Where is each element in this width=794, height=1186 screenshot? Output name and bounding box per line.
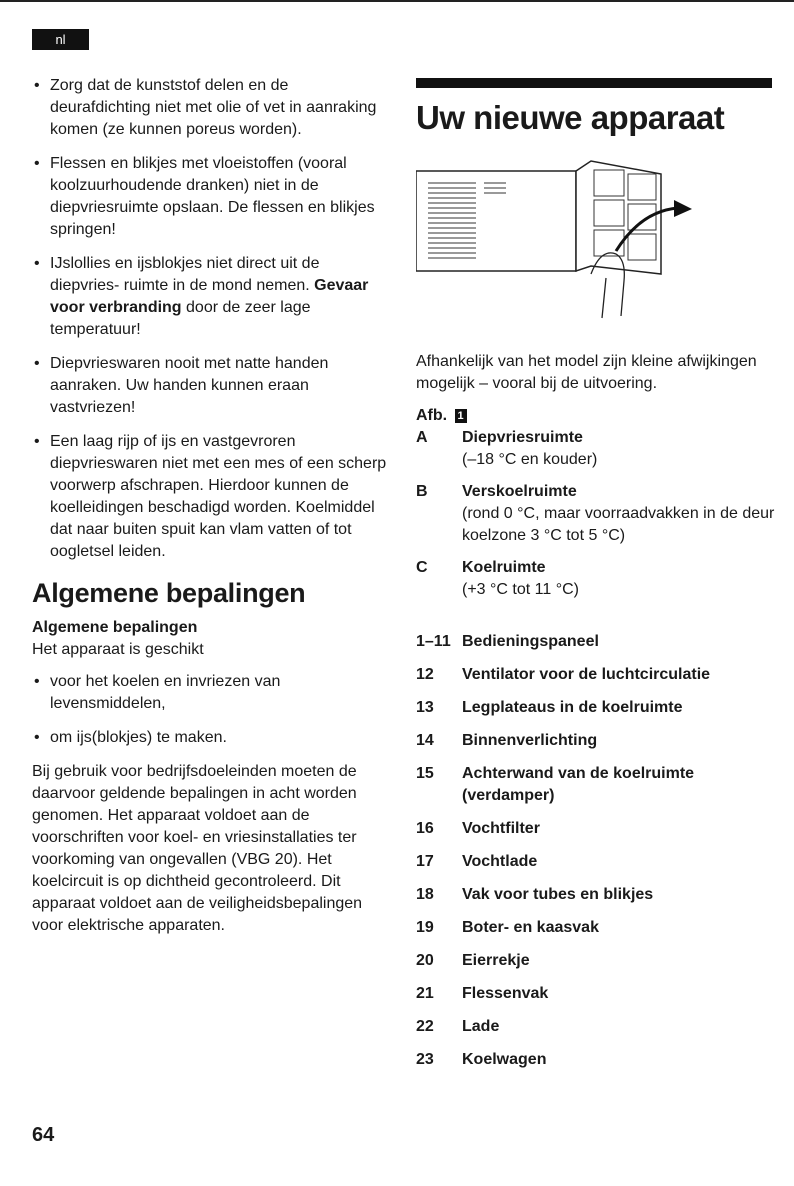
part-item xyxy=(416,631,776,653)
top-rule xyxy=(0,0,794,2)
part-label: Lade xyxy=(462,1018,500,1035)
part-number: 18 xyxy=(416,886,434,903)
part-number: 14 xyxy=(416,732,434,749)
part-number: 13 xyxy=(416,699,434,716)
legend-letter: A xyxy=(416,429,428,446)
section-title: Algemene bepalingen xyxy=(32,578,306,608)
part-label: Ventilator voor de luchtcirculatie xyxy=(462,666,711,683)
list-item: • Flessen en blikjes met vloeistoffen (vooral koolzuurhoudende dranken) niet in de diepvriesruimte opslaan. De flessen en blikjes springen! xyxy=(32,153,392,241)
part-label: Achterwand van de koelruimte (verdamper) xyxy=(462,765,695,804)
part-label: Vochtfilter xyxy=(462,820,540,837)
part-number: 22 xyxy=(416,1018,434,1035)
legend-letter: C xyxy=(416,559,428,576)
legend-detail: (rond 0 °C, maar voorraadvakken in de deur koelzone 3 °C tot 5 °C) xyxy=(462,505,775,544)
legend-item xyxy=(416,427,776,471)
part-number: 12 xyxy=(416,666,434,683)
part-number: 15 xyxy=(416,765,434,782)
part-label: Binnenverlichting xyxy=(462,732,598,749)
page-title: Uw nieuwe apparaat xyxy=(416,99,725,136)
list-item-text: IJslollies en ijsblokjes niet direct uit de diepvries- ruimte in de mond nemen. xyxy=(50,255,320,294)
part-label: Vochtlade xyxy=(462,853,538,870)
part-item xyxy=(416,917,776,939)
part-label: Bedieningspaneel xyxy=(462,633,599,650)
part-number: 21 xyxy=(416,985,434,1002)
list-item: • Een laag rijp of ijs en vastgevroren diepvrieswaren niet met een mes of een scherp voorwerp afschrapen. Hierdoor kunnen de koelleidingen beschadigd worden. Koelmiddel dat naar buiten spuit kan vlam vatten of tot oogletsel leiden. xyxy=(32,431,392,563)
part-label: Koelwagen xyxy=(462,1051,547,1068)
part-label: Flessenvak xyxy=(462,985,549,1002)
part-number: 16 xyxy=(416,820,434,837)
list-item: • voor het koelen en invriezen van levensmiddelen, xyxy=(32,671,392,715)
figure-reference xyxy=(416,405,776,427)
language-badge: nl xyxy=(32,29,89,50)
legend-detail: (–18 °C en kouder) xyxy=(462,451,598,468)
list-item-text: door de zeer lage temperatuur! xyxy=(50,299,311,338)
intro-text: Het apparaat is geschikt xyxy=(32,641,204,658)
part-item xyxy=(416,884,776,906)
right-column xyxy=(416,78,776,1082)
legend-item xyxy=(416,481,776,547)
list-item: • Zorg dat de kunststof delen en de deurafdichting niet met olie of vet in aanraking komen (ze kunnen poreus worden). xyxy=(32,75,392,141)
part-item xyxy=(416,1049,776,1071)
part-number: 19 xyxy=(416,919,434,936)
part-item xyxy=(416,851,776,873)
part-item xyxy=(416,763,776,807)
subheading: Algemene bepalingen xyxy=(32,619,198,636)
part-label: Eierrekje xyxy=(462,952,530,969)
part-number: 17 xyxy=(416,853,434,870)
legend-letter: B xyxy=(416,483,428,500)
model-note: Afhankelijk van het model zijn kleine afwijkingen mogelijk – vooral bij de uitvoering. xyxy=(416,353,757,392)
legend-title: Verskoelruimte xyxy=(462,483,577,500)
body-paragraph: Bij gebruik voor bedrijfsdoeleinden moeten de daarvoor geldende bepalingen in acht worden genomen. Het apparaat voldoet aan de voorschriften voor koel- en vriesinstallaties ter voorkoming van ongevallen (VBG 20). Het koelcircuit is op dichtheid gecontroleerd. Dit apparaat voldoet aan de veiligheidsbepalingen voor elektrische apparaten. xyxy=(32,763,363,934)
part-label: Boter- en kaasvak xyxy=(462,919,599,936)
part-item xyxy=(416,818,776,840)
figure-number-box: 1 xyxy=(455,409,467,423)
page-number: 64 xyxy=(32,1124,55,1146)
part-item xyxy=(416,697,776,719)
legend-title: Diepvriesruimte xyxy=(462,429,583,446)
part-number: 23 xyxy=(416,1051,434,1068)
part-label: Legplateaus in de koelruimte xyxy=(462,699,683,716)
left-column xyxy=(32,75,392,937)
title-bar xyxy=(416,78,772,88)
part-item xyxy=(416,950,776,972)
figure-label: Afb. xyxy=(416,407,448,424)
part-item xyxy=(416,1016,776,1038)
list-item xyxy=(32,253,392,341)
legend-detail: (+3 °C tot 11 °C) xyxy=(462,581,579,598)
part-number: 1–11 xyxy=(416,633,451,650)
part-item xyxy=(416,730,776,752)
part-number: 20 xyxy=(416,952,434,969)
part-label: Vak voor tubes en blikjes xyxy=(462,886,654,903)
part-item xyxy=(416,664,776,686)
list-item: • Diepvrieswaren nooit met natte handen aanraken. Uw handen kunnen eraan vastvriezen! xyxy=(32,353,392,419)
warning-text: Gevaar voor verbranding xyxy=(50,277,369,316)
part-item xyxy=(416,983,776,1005)
parts-list xyxy=(416,631,776,1071)
list-item: • om ijs(blokjes) te maken. xyxy=(32,727,392,749)
legend-item xyxy=(416,557,776,601)
legend-title: Koelruimte xyxy=(462,559,546,576)
manual-fold-out-illustration xyxy=(416,156,716,326)
